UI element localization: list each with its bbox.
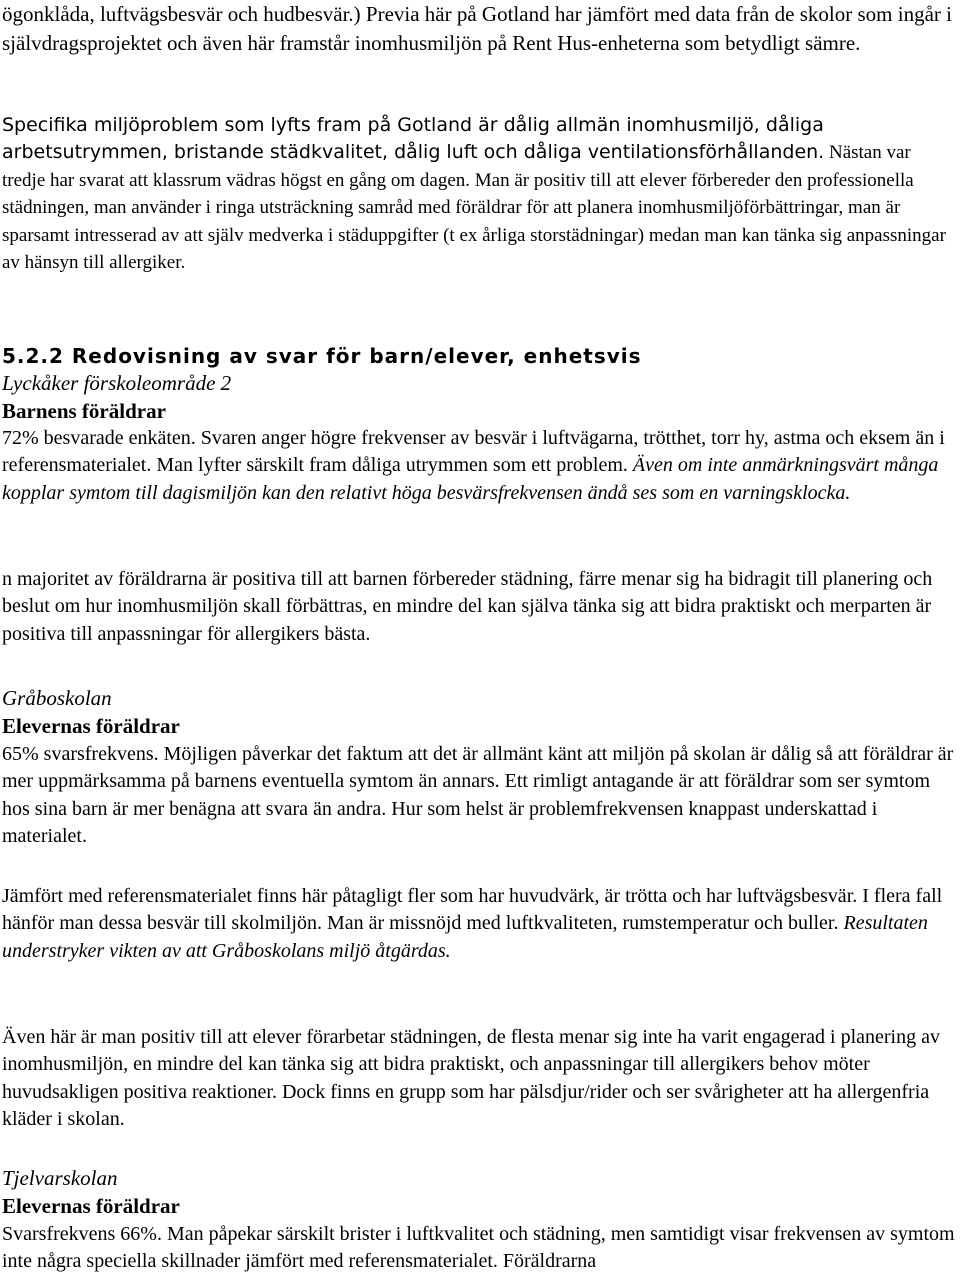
lyckaker-findings: 72% besvarade enkäten. Svaren anger högre frekvenser av besvär i luftvägarna, trötthet, torr hy, astma och eksem än i referensmaterialet. Man lyfter särskilt fram dåliga utrymmen som ett problem. [2, 427, 945, 477]
tjelvar-subtitle: Elevernas föräldrar [2, 1194, 180, 1218]
lyckaker-title: Lyckåker förskoleområde 2 [2, 371, 232, 395]
grabo-findings: Jämfört med referensmaterialet finns här påtagligt fler som har huvudvärk, är trötta och har luftvägsbesvär. I flera fall hänför man dessa besvär till skolmiljön. Man är missnöjd med luftkvaliteten, rumstemperatur och buller. [2, 885, 943, 935]
lyckaker-warning: Även om inte anmärkningsvärt många kopplar symtom till dagismiljön kan den relativt höga besvärsfrekvensen ändå ses som en varningsklocka. [2, 454, 939, 504]
grabo-paragraph-3: Även här är man positiv till att elever förarbetar städningen, de flesta menar sig inte ha varit engagerad i planering av inomhusmiljön, en mindre del kan tänka sig att bidra praktiskt, och anpassningar till allergikers behov möter huvudsakligen positiva reaktioner. Dock finns en grupp som har pälsdjur/rider och ser svårigheter att ha allergenfria kläder i skolan. [2, 1026, 940, 1131]
section-heading: 5.2.2 Redovisning av svar för barn/elever, enhetsvis [2, 344, 642, 368]
grabo-subtitle: Elevernas föräldrar [2, 714, 180, 738]
specific-problems-paragraph [2, 112, 957, 276]
grabo-paragraph-1: 65% svarsfrekvens. Möjligen påverkar det faktum att det är allmänt känt att miljön på skolan är dålig så att föräldrar är mer uppmärksamma på barnens eventuella symtom än annars. Ett rimligt antagande är att föräldrar som ser symtom hos sina barn är mer benägna att svara än andra. Hur som helst är problemfrekvensen knappast underskattad i materialet. [2, 743, 954, 848]
intro-paragraph: ögonklåda, luftvägsbesvär och hudbesvär.) Previa här på Gotland har jämfört med data från de skolor som ingår i självdragsprojektet och även här framstår inomhusmiljön på Rent Hus-enheterna som betydligt sämre. [2, 2, 952, 55]
tjelvar-title: Tjelvarskolan [2, 1166, 118, 1190]
airing-text: Nästan var tredje har svarat att klassrum vädras högst en gång om dagen. [2, 142, 911, 191]
grabo-title: Gråboskolan [2, 686, 112, 710]
lyckaker-paragraph-1 [2, 425, 957, 507]
specific-problems-text: Specifika miljöproblem som lyfts fram på Gotland är dålig allmän inomhusmiljö, dåliga arbetsutrymmen, bristande städkvalitet, dålig luft och dåliga ventilationsförhållanden. [2, 114, 825, 164]
lyckaker-paragraph-2: n majoritet av föräldrarna är positiva till att barnen förbereder städning, färre menar sig ha bidragit till planering och beslut om hur inomhusmiljön skall förbättras, en mindre del kan själva tänka sig att bidra praktiskt och merparten är positiva till anpassningar för allergikers bästa. [2, 568, 933, 645]
grabo-conclusion: Resultaten understryker vikten av att Gråboskolans miljö åtgärdas. [2, 912, 928, 962]
grabo-paragraph-2 [2, 883, 957, 965]
lyckaker-subtitle: Barnens föräldrar [2, 399, 166, 423]
tjelvar-paragraph-1: Svarsfrekvens 66%. Man påpekar särskilt brister i luftkvalitet och städning, men samtidigt visar frekvensen av symtom inte några speciella skillnader jämfört med referensmaterialet. Föräldrarna [2, 1223, 955, 1273]
attitudes-text: Man är positiv till att elever förbereder den professionella städningen, man använder i ringa utsträckning samråd med föräldrar för att planera inomhusmiljöförbättringar, man är sparsamt intresserad av att själv medverka i städuppgifter (t ex årliga storstädningar) medan man kan tänka sig anpassningar av hänsyn till allergiker. [2, 169, 946, 274]
